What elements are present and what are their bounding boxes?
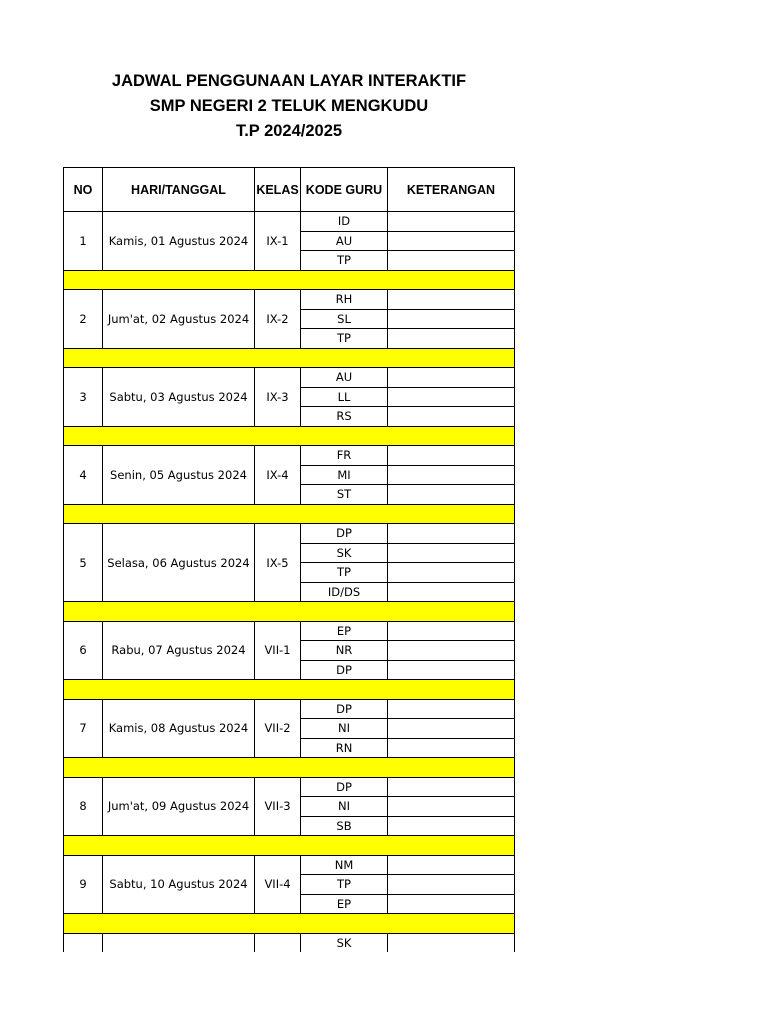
cell-kode-guru: SK (301, 543, 388, 563)
cell-keterangan (388, 933, 515, 952)
cell-keterangan (388, 660, 515, 680)
cell-keterangan (388, 875, 515, 895)
table-row (64, 446, 515, 466)
table-row (64, 290, 515, 310)
cell-no: 9 (64, 855, 103, 914)
cell-date: Senin, 05 Agustus 2024 (103, 446, 255, 505)
separator-row (64, 270, 515, 290)
separator-row (64, 348, 515, 368)
cell-date: Jum'at, 09 Agustus 2024 (103, 777, 255, 836)
cell-kelas (255, 933, 301, 952)
cell-keterangan (388, 816, 515, 836)
cell-keterangan (388, 621, 515, 641)
cell-kode-guru: SB (301, 816, 388, 836)
separator-row (64, 914, 515, 934)
cell-keterangan (388, 309, 515, 329)
column-header-kelas: KELAS (255, 168, 301, 212)
cell-kelas: IX-2 (255, 290, 301, 349)
cell-keterangan (388, 738, 515, 758)
cell-no: 1 (64, 212, 103, 271)
cell-keterangan (388, 563, 515, 583)
table-row (64, 855, 515, 875)
table-row (64, 368, 515, 388)
cell-kelas: VII-4 (255, 855, 301, 914)
cell-kode-guru: ST (301, 485, 388, 505)
cell-kode-guru: ID/DS (301, 582, 388, 602)
cell-kode-guru: NI (301, 719, 388, 739)
cell-kode-guru: TP (301, 329, 388, 349)
document-title (0, 69, 578, 144)
separator-row (64, 426, 515, 446)
cell-keterangan (388, 387, 515, 407)
cell-kelas: VII-3 (255, 777, 301, 836)
cell-date: Kamis, 01 Agustus 2024 (103, 212, 255, 271)
table-row (64, 212, 515, 232)
cell-kelas: IX-5 (255, 524, 301, 602)
cell-kode-guru: SL (301, 309, 388, 329)
cell-keterangan (388, 699, 515, 719)
table-row (64, 777, 515, 797)
cell-keterangan (388, 524, 515, 544)
cell-kelas: IX-3 (255, 368, 301, 427)
column-header-date: HARI/TANGGAL (103, 168, 255, 212)
cell-kode-guru: RS (301, 407, 388, 427)
cell-kode-guru: FR (301, 446, 388, 466)
cell-no: 2 (64, 290, 103, 349)
cell-kode-guru: TP (301, 563, 388, 583)
cell-kelas: VII-1 (255, 621, 301, 680)
cell-kode-guru: DP (301, 660, 388, 680)
separator-row (64, 680, 515, 700)
separator-cell (64, 602, 515, 622)
cell-no: 8 (64, 777, 103, 836)
cell-kode-guru: RN (301, 738, 388, 758)
title-line-2: SMP NEGERI 2 TELUK MENGKUDU (149, 97, 429, 115)
separator-row (64, 602, 515, 622)
column-header-no: NO (64, 168, 103, 212)
table-row (64, 933, 515, 952)
separator-row (64, 504, 515, 524)
cell-kode-guru: TP (301, 875, 388, 895)
cell-date: Selasa, 06 Agustus 2024 (103, 524, 255, 602)
cell-keterangan (388, 231, 515, 251)
separator-cell (64, 348, 515, 368)
separator-cell (64, 914, 515, 934)
cell-keterangan (388, 797, 515, 817)
separator-cell (64, 270, 515, 290)
cell-kode-guru: AU (301, 231, 388, 251)
cell-keterangan (388, 407, 515, 427)
cell-keterangan (388, 368, 515, 388)
cell-date: Sabtu, 03 Agustus 2024 (103, 368, 255, 427)
cell-kode-guru: DP (301, 524, 388, 544)
cell-no: 6 (64, 621, 103, 680)
cell-date: Sabtu, 10 Agustus 2024 (103, 855, 255, 914)
cell-kode-guru: EP (301, 894, 388, 914)
cell-keterangan (388, 465, 515, 485)
table-row (64, 699, 515, 719)
cell-date (103, 933, 255, 952)
separator-cell (64, 836, 515, 856)
cell-keterangan (388, 290, 515, 310)
cell-date: Kamis, 08 Agustus 2024 (103, 699, 255, 758)
cell-kode-guru: LL (301, 387, 388, 407)
table-header-row (64, 168, 515, 212)
column-header-kode-guru: KODE GURU (301, 168, 388, 212)
cell-kode-guru: NR (301, 641, 388, 661)
cell-keterangan (388, 582, 515, 602)
cell-no (64, 933, 103, 952)
cell-kode-guru: MI (301, 465, 388, 485)
table-body (64, 212, 515, 953)
cell-kode-guru: AU (301, 368, 388, 388)
cell-kode-guru: EP (301, 621, 388, 641)
cell-no: 5 (64, 524, 103, 602)
separator-row (64, 836, 515, 856)
cell-keterangan (388, 641, 515, 661)
cell-keterangan (388, 719, 515, 739)
cell-kode-guru: NM (301, 855, 388, 875)
cell-kode-guru: SK (301, 933, 388, 952)
separator-row (64, 758, 515, 778)
cell-no: 4 (64, 446, 103, 505)
cell-keterangan (388, 251, 515, 271)
cell-kelas: IX-1 (255, 212, 301, 271)
cell-no: 7 (64, 699, 103, 758)
table-row (64, 524, 515, 544)
cell-date: Rabu, 07 Agustus 2024 (103, 621, 255, 680)
cell-keterangan (388, 485, 515, 505)
cell-kode-guru: ID (301, 212, 388, 232)
cell-keterangan (388, 543, 515, 563)
cell-keterangan (388, 855, 515, 875)
title-line-3: T.P 2024/2025 (235, 122, 343, 140)
cell-keterangan (388, 329, 515, 349)
separator-cell (64, 680, 515, 700)
cell-kode-guru: TP (301, 251, 388, 271)
cell-keterangan (388, 777, 515, 797)
column-header-keterangan: KETERANGAN (388, 168, 515, 212)
cell-kode-guru: DP (301, 699, 388, 719)
title-line-1: JADWAL PENGGUNAAN LAYAR INTERAKTIF (111, 72, 467, 90)
cell-kode-guru: DP (301, 777, 388, 797)
separator-cell (64, 504, 515, 524)
cell-kode-guru: NI (301, 797, 388, 817)
table-row (64, 621, 515, 641)
cell-no: 3 (64, 368, 103, 427)
separator-cell (64, 426, 515, 446)
cell-kode-guru: RH (301, 290, 388, 310)
cell-keterangan (388, 212, 515, 232)
cell-keterangan (388, 446, 515, 466)
separator-cell (64, 758, 515, 778)
cell-kelas: IX-4 (255, 446, 301, 505)
cell-keterangan (388, 894, 515, 914)
cell-date: Jum'at, 02 Agustus 2024 (103, 290, 255, 349)
cell-kelas: VII-2 (255, 699, 301, 758)
schedule-table (63, 167, 515, 952)
